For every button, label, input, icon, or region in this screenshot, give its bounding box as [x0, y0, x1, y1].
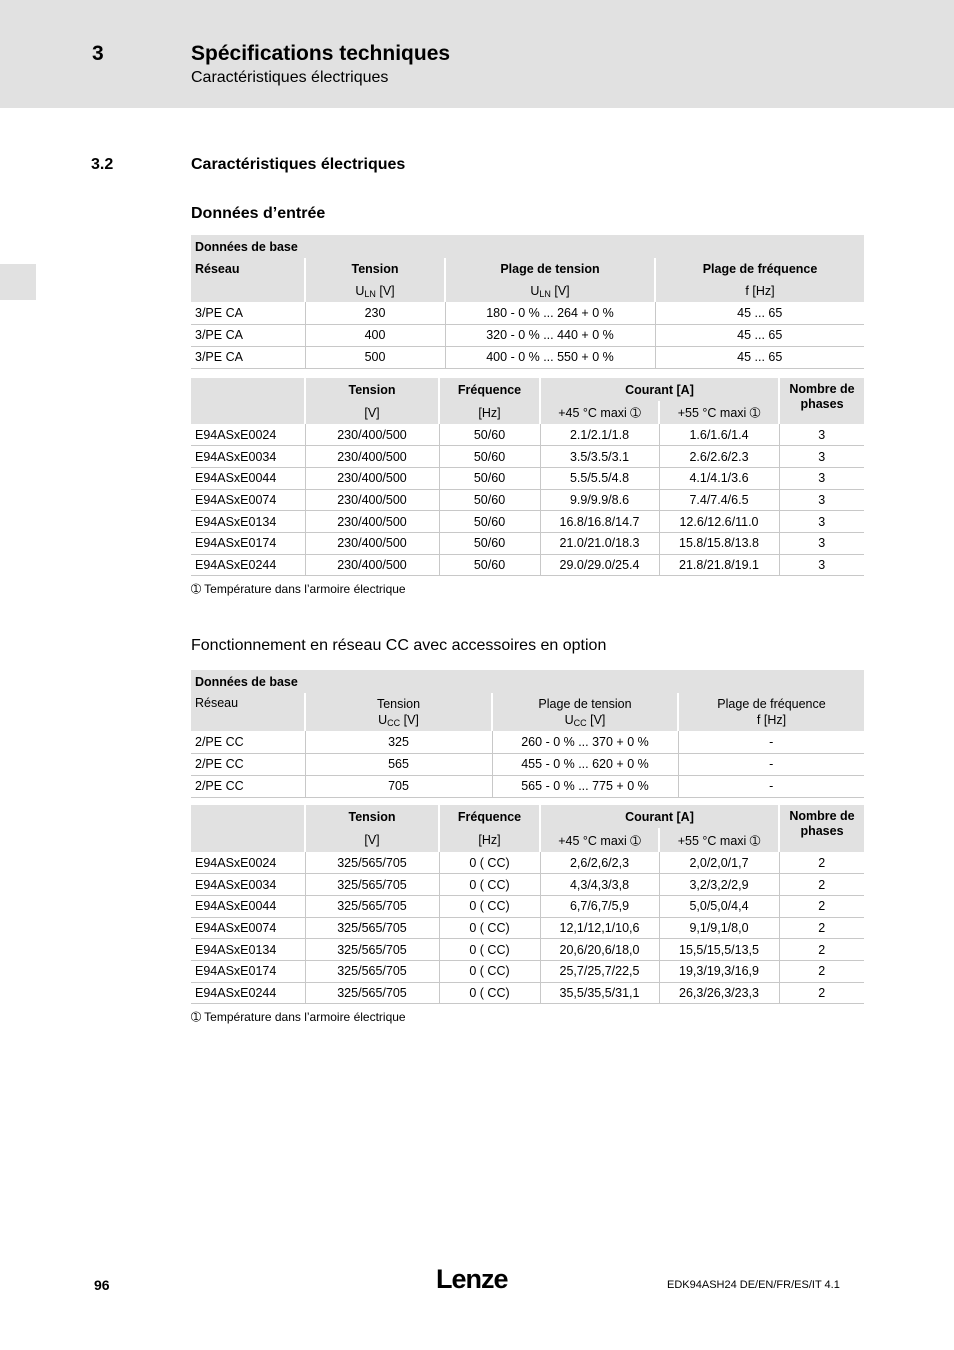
table-cell: E94ASxE0174: [191, 532, 305, 554]
table-cell: 2,6/2,6/2,3: [540, 852, 659, 874]
table-cell: E94ASxE0074: [191, 489, 305, 511]
table-cell: 2: [779, 939, 864, 961]
table-cell: 45 ... 65: [655, 324, 864, 346]
table-cell: 2.1/2.1/1.8: [540, 424, 659, 446]
footnote: ➀ Température dans l’armoire électrique: [191, 1010, 406, 1024]
table-cell: 400: [305, 324, 445, 346]
table-cell: E94ASxE0134: [191, 511, 305, 533]
table-cell: 12,1/12,1/10,6: [540, 917, 659, 939]
table-row: [191, 446, 864, 468]
table-cell: 50/60: [439, 446, 540, 468]
table-cell: E94ASxE0174: [191, 960, 305, 982]
unit-cell: f [Hz]: [655, 280, 864, 302]
table-cell: 21.0/21.0/18.3: [540, 532, 659, 554]
table-cell: E94ASxE0024: [191, 424, 305, 446]
table-cell: E94ASxE0244: [191, 554, 305, 576]
table-cell: -: [678, 753, 864, 775]
unit-cell: +45 °C maxi ➀: [540, 401, 659, 424]
dc-base-data-table: [191, 670, 864, 798]
table-cell: 3/PE CA: [191, 302, 305, 324]
table-cell: E94ASxE0034: [191, 874, 305, 896]
table-cell: 2: [779, 874, 864, 896]
chapter-subtitle: Caractéristiques électriques: [191, 69, 389, 86]
table-cell: 0 ( CC): [439, 982, 540, 1004]
table-row: [191, 917, 864, 939]
unit-cell: $U_{LN}$ [V]: [445, 280, 655, 302]
table-cell: 260 - 0 % ... 370 + 0 %: [492, 731, 678, 753]
section-number: 3.2: [91, 156, 114, 173]
table-cell: 21.8/21.8/19.1: [659, 554, 779, 576]
table-cell: 7.4/7.4/6.5: [659, 489, 779, 511]
table-cell: 0 ( CC): [439, 895, 540, 917]
column-header: Plage de tension: [445, 258, 655, 280]
column-header: Courant [A]: [540, 805, 779, 828]
column-header: Tension: [305, 258, 445, 280]
unit-cell: [V]: [305, 828, 439, 852]
unit-cell: [Hz]: [439, 401, 540, 424]
table-row: [191, 302, 864, 324]
table-cell: 3: [779, 446, 864, 468]
table-cell: 1.6/1.6/1.4: [659, 424, 779, 446]
column-header: Fréquence: [439, 378, 540, 401]
table-cell: 705: [305, 775, 492, 797]
table-cell: 180 - 0 % ... 264 + 0 %: [445, 302, 655, 324]
table-cell: 12.6/12.6/11.0: [659, 511, 779, 533]
table-cell: E94ASxE0134: [191, 939, 305, 961]
ac-device-rows: [191, 424, 864, 576]
table-cell: 455 - 0 % ... 620 + 0 %: [492, 753, 678, 775]
table-cell: 3/PE CA: [191, 324, 305, 346]
table-row: [191, 467, 864, 489]
table-row: [191, 982, 864, 1004]
table-cell: 50/60: [439, 467, 540, 489]
table-cell: 6,7/6,7/5,9: [540, 895, 659, 917]
table-cell: 2/PE CC: [191, 775, 305, 797]
table-cell: 25,7/25,7/22,5: [540, 960, 659, 982]
column-header: Plage de fréquence f [Hz]: [678, 693, 864, 731]
table-cell: 15.8/15.8/13.8: [659, 532, 779, 554]
table-row: [191, 939, 864, 961]
table-cell: 3: [779, 424, 864, 446]
chapter-title: Spécifications techniques: [191, 42, 451, 65]
lenze-logo: Lenze: [436, 1264, 508, 1294]
table-cell: 325/565/705: [305, 874, 439, 896]
unit-cell: +55 °C maxi ➀: [659, 828, 779, 852]
table-cell: E94ASxE0024: [191, 852, 305, 874]
table-row: [191, 324, 864, 346]
table-row: [191, 775, 864, 797]
unit-cell: [V]: [305, 401, 439, 424]
table-cell: 16.8/16.8/14.7: [540, 511, 659, 533]
table-cell: 19,3/19,3/16,9: [659, 960, 779, 982]
table-cell: 0 ( CC): [439, 960, 540, 982]
table-row: [191, 753, 864, 775]
table-cell: -: [678, 775, 864, 797]
table-cell: 4.1/4.1/3.6: [659, 467, 779, 489]
table-cell: E94ASxE0044: [191, 895, 305, 917]
chapter-side-tab: [0, 264, 36, 300]
table-row: [191, 731, 864, 753]
table-cell: 2,0/2,0/1,7: [659, 852, 779, 874]
table-cell: 5,0/5,0/4,4: [659, 895, 779, 917]
table-cell: 230/400/500: [305, 424, 439, 446]
table-row: [191, 489, 864, 511]
table-cell: 3: [779, 554, 864, 576]
table-cell: 26,3/26,3/23,3: [659, 982, 779, 1004]
table-cell: -: [678, 731, 864, 753]
table-cell: 0 ( CC): [439, 917, 540, 939]
column-header: Réseau: [191, 693, 305, 731]
table-row: [191, 532, 864, 554]
table-cell: 2: [779, 917, 864, 939]
table-cell: 2/PE CC: [191, 731, 305, 753]
column-header: Plage de fréquence: [655, 258, 864, 280]
table-cell: 325/565/705: [305, 895, 439, 917]
table-cell: 0 ( CC): [439, 874, 540, 896]
table-row: [191, 554, 864, 576]
footnote: ➀ Température dans l’armoire électrique: [191, 582, 406, 596]
table-cell: 3: [779, 532, 864, 554]
table-cell: E94ASxE0044: [191, 467, 305, 489]
unit-cell: +55 °C maxi ➀: [659, 401, 779, 424]
input-data-title: Données d’entrée: [191, 205, 326, 222]
unit-cell: [Hz]: [439, 828, 540, 852]
table-cell: 3/PE CA: [191, 346, 305, 368]
table-cell: 29.0/29.0/25.4: [540, 554, 659, 576]
column-header: Réseau: [191, 258, 305, 280]
table-cell: E94ASxE0034: [191, 446, 305, 468]
table-cell: 230/400/500: [305, 489, 439, 511]
table-cell: 4,3/4,3/3,8: [540, 874, 659, 896]
column-header: Nombre de phases: [779, 805, 864, 852]
dc-device-rows: [191, 852, 864, 1004]
table-cell: 230/400/500: [305, 467, 439, 489]
table-cell: 2: [779, 960, 864, 982]
table-cell: 45 ... 65: [655, 302, 864, 324]
table-cell: 50/60: [439, 424, 540, 446]
table-caption: Données de base: [191, 235, 864, 258]
table-row: [191, 346, 864, 368]
column-header: Courant [A]: [540, 378, 779, 401]
table-cell: 20,6/20,6/18,0: [540, 939, 659, 961]
table-cell: 230/400/500: [305, 511, 439, 533]
table-cell: 230/400/500: [305, 446, 439, 468]
table-cell: 3: [779, 467, 864, 489]
table-cell: 35,5/35,5/31,1: [540, 982, 659, 1004]
table-cell: 3: [779, 489, 864, 511]
column-header: Fréquence: [439, 805, 540, 828]
table-row: [191, 511, 864, 533]
table-cell: 50/60: [439, 532, 540, 554]
table-cell: 2.6/2.6/2.3: [659, 446, 779, 468]
table-cell: 400 - 0 % ... 550 + 0 %: [445, 346, 655, 368]
ac-base-data-table: [191, 235, 864, 369]
table-cell: 565: [305, 753, 492, 775]
section-title: Caractéristiques électriques: [191, 156, 406, 173]
table-cell: 3: [779, 511, 864, 533]
chapter-number: 3: [92, 42, 104, 65]
ac-device-table: [191, 378, 864, 576]
table-cell: 565 - 0 % ... 775 + 0 %: [492, 775, 678, 797]
table-cell: 320 - 0 % ... 440 + 0 %: [445, 324, 655, 346]
table-cell: 2/PE CC: [191, 753, 305, 775]
column-header: Tension: [305, 805, 439, 828]
table-cell: 15,5/15,5/13,5: [659, 939, 779, 961]
page-number: 96: [94, 1277, 110, 1293]
table-cell: 9.9/9.9/8.6: [540, 489, 659, 511]
table-cell: 2: [779, 852, 864, 874]
table-cell: 50/60: [439, 554, 540, 576]
column-header: Tension $U_{CC}$ [V]: [305, 693, 492, 731]
table-cell: 50/60: [439, 489, 540, 511]
document-reference: EDK94ASH24 DE/EN/FR/ES/IT 4.1: [667, 1279, 840, 1291]
header-band: [0, 0, 954, 108]
table-cell: 325/565/705: [305, 982, 439, 1004]
table-cell: 325: [305, 731, 492, 753]
table-cell: 325/565/705: [305, 917, 439, 939]
table-cell: 230/400/500: [305, 532, 439, 554]
table-cell: 9,1/9,1/8,0: [659, 917, 779, 939]
table-cell: 325/565/705: [305, 852, 439, 874]
table-row: [191, 960, 864, 982]
table-cell: 230: [305, 302, 445, 324]
table-cell: 0 ( CC): [439, 852, 540, 874]
table-cell: E94ASxE0074: [191, 917, 305, 939]
table-cell: 230/400/500: [305, 554, 439, 576]
table-cell: E94ASxE0244: [191, 982, 305, 1004]
table-row: [191, 424, 864, 446]
column-header: Nombre de phases: [779, 378, 864, 424]
table-cell: 325/565/705: [305, 939, 439, 961]
unit-cell: +45 °C maxi ➀: [540, 828, 659, 852]
table-caption: Données de base: [191, 670, 864, 693]
dc-operation-title: Fonctionnement en réseau CC avec accessoires en option: [191, 637, 607, 654]
table-row: [191, 852, 864, 874]
dc-device-table: [191, 805, 864, 1004]
table-row: [191, 895, 864, 917]
table-row: [191, 874, 864, 896]
table-cell: 2: [779, 895, 864, 917]
table-cell: 2: [779, 982, 864, 1004]
table-cell: 3.5/3.5/3.1: [540, 446, 659, 468]
table-cell: 50/60: [439, 511, 540, 533]
table-cell: 5.5/5.5/4.8: [540, 467, 659, 489]
table-cell: 45 ... 65: [655, 346, 864, 368]
table-cell: 0 ( CC): [439, 939, 540, 961]
table-cell: 3,2/3,2/2,9: [659, 874, 779, 896]
column-header: Tension: [305, 378, 439, 401]
unit-cell: $U_{LN}$ [V]: [305, 280, 445, 302]
table-cell: 500: [305, 346, 445, 368]
column-header: Plage de tension $U_{CC}$ [V]: [492, 693, 678, 731]
table-cell: 325/565/705: [305, 960, 439, 982]
